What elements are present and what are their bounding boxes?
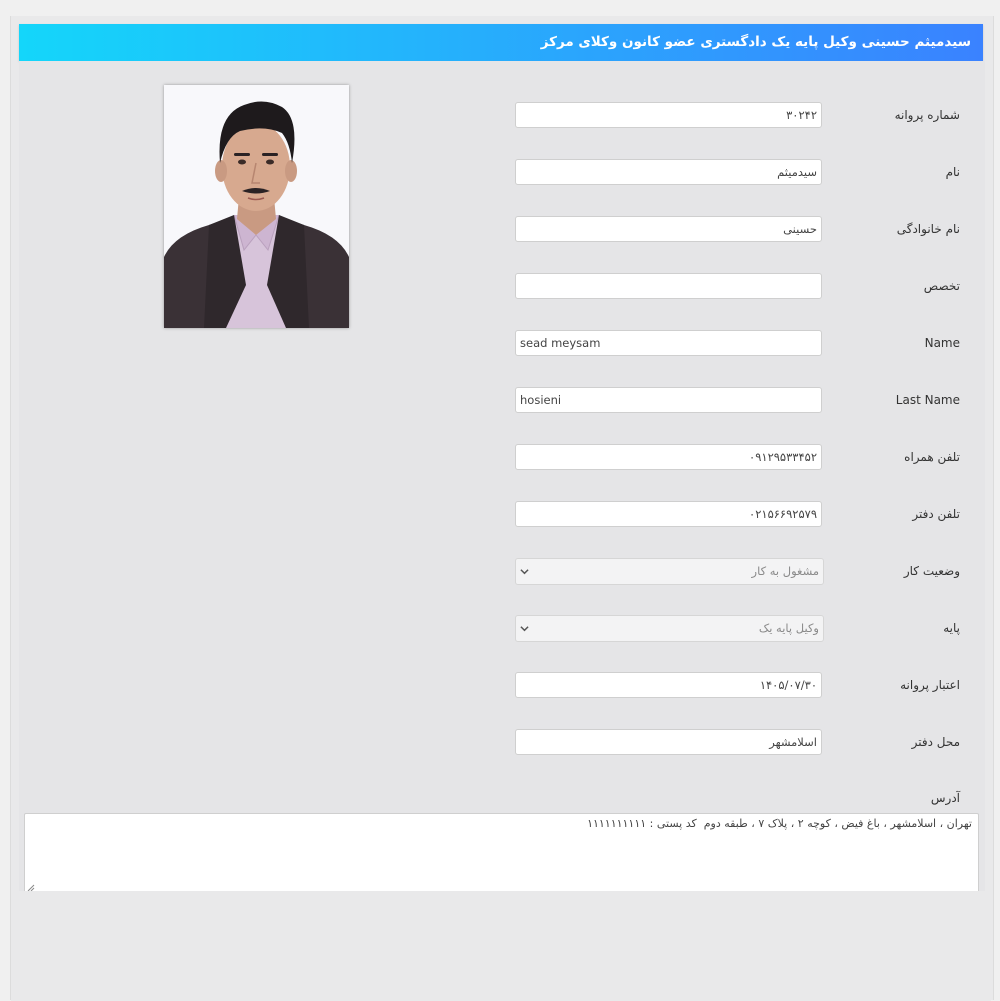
license-number-input[interactable]	[515, 102, 822, 128]
specialty-label: تخصص	[923, 279, 960, 293]
mobile-label: تلفن همراه	[904, 450, 960, 464]
specialty-input[interactable]	[515, 273, 822, 299]
last-name-en-label: Last Name	[895, 393, 960, 407]
office-location-label: محل دفتر	[911, 735, 960, 749]
profile-form	[19, 61, 985, 891]
page-title: سیدمیثم حسینی وکیل پایه یک دادگستری عضو کانون وکلای مرکز	[540, 34, 971, 50]
office-phone-label: تلفن دفتر	[912, 507, 960, 521]
grade-label: پایه	[943, 621, 960, 635]
license-number-label: شماره پروانه	[894, 108, 960, 122]
first-name-input[interactable]	[515, 159, 822, 185]
license-validity-label: اعتبار پروانه	[900, 678, 960, 692]
name-en-label: Name	[924, 336, 960, 350]
mobile-input[interactable]	[515, 444, 822, 470]
address-label: آدرس	[930, 791, 960, 805]
last-name-input[interactable]	[515, 216, 822, 242]
page-container	[10, 16, 994, 1000]
chevron-down-icon	[520, 567, 529, 576]
chevron-down-icon	[520, 624, 529, 633]
last-name-label: نام خانوادگی	[896, 222, 960, 236]
address-textarea[interactable]	[24, 813, 979, 895]
name-en-input[interactable]	[515, 330, 822, 356]
last-name-en-input[interactable]	[515, 387, 822, 413]
work-status-value: مشغول به کار	[751, 564, 819, 578]
office-location-input[interactable]	[515, 729, 822, 755]
grade-value: وکیل پایه یک	[758, 621, 819, 635]
portrait-image	[164, 85, 349, 328]
lawyer-photo	[164, 85, 349, 328]
profile-header	[19, 24, 983, 61]
work-status-select[interactable]	[515, 558, 824, 585]
grade-select[interactable]	[515, 615, 824, 642]
office-phone-input[interactable]	[515, 501, 822, 527]
work-status-label: وضعیت کار	[903, 564, 960, 578]
first-name-label: نام	[945, 165, 960, 179]
license-validity-input[interactable]	[515, 672, 822, 698]
page-footer-area	[11, 891, 991, 1001]
